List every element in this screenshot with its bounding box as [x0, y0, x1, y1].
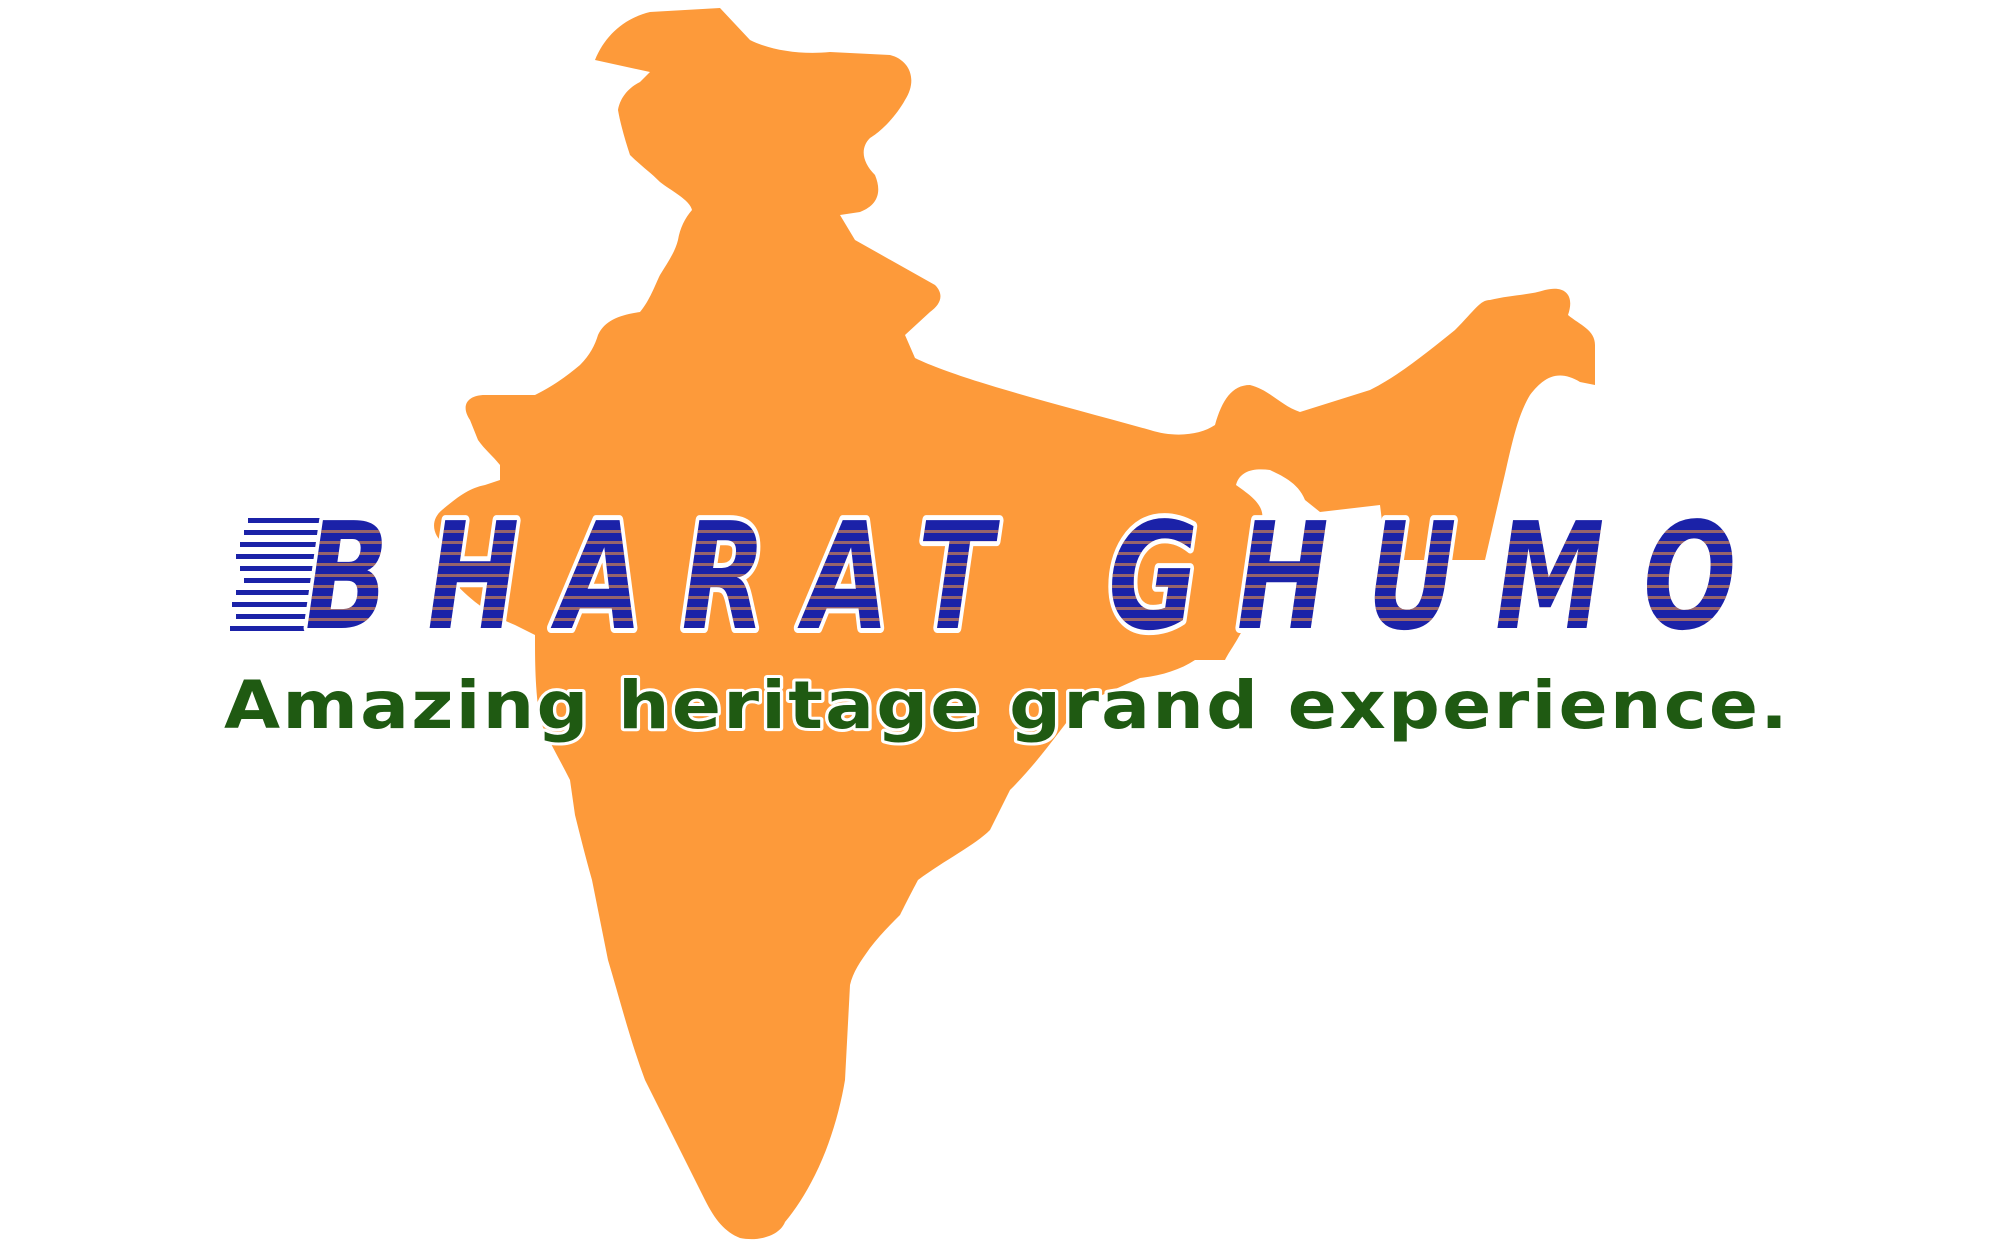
title-stripe [300, 607, 1780, 610]
title-stripe [300, 552, 1780, 555]
tagline-group [224, 667, 1790, 744]
title-stripe [300, 618, 1780, 621]
title-stripe [300, 541, 1780, 544]
title-speed-stripes [300, 530, 1780, 621]
title-stripe [300, 563, 1780, 566]
title-stripe [300, 585, 1780, 588]
title-wordmark [300, 491, 1780, 663]
title-stripe [300, 596, 1780, 599]
brand-tagline: Amazing heritage grand experience. [224, 667, 1790, 744]
title-stripe [300, 530, 1780, 533]
title-stripe [300, 574, 1780, 577]
